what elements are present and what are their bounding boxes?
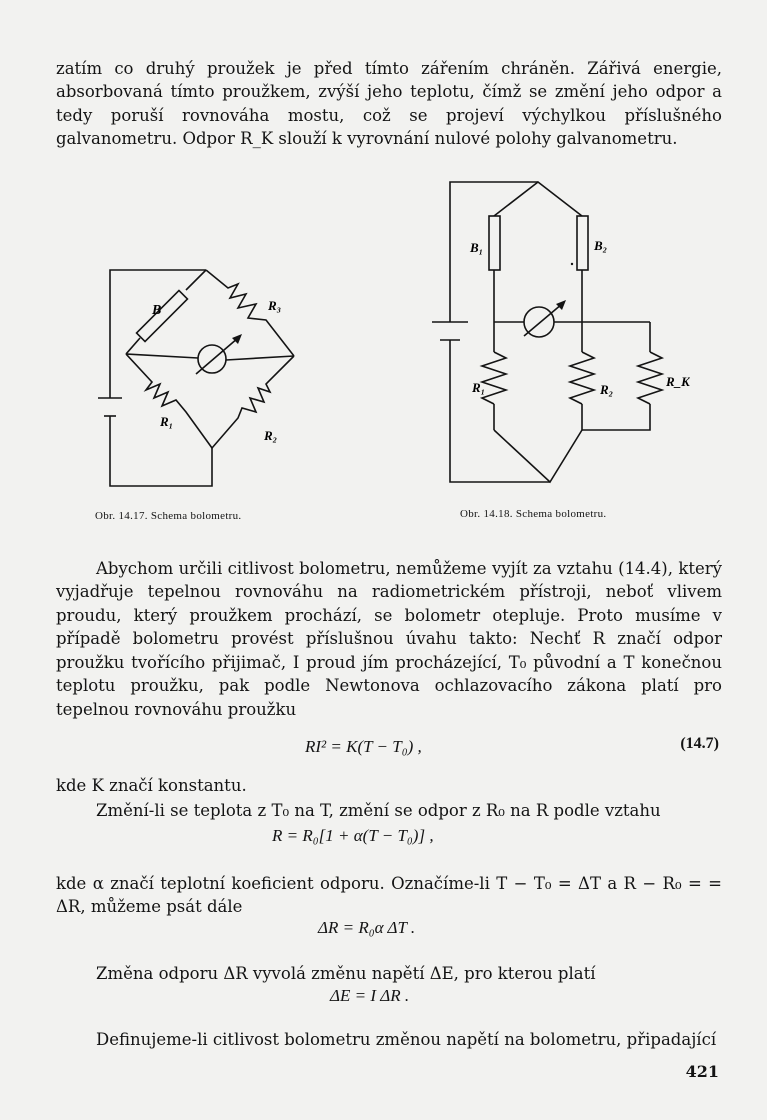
equation-delta-e: ΔE = I ΔR . [330,986,410,1005]
fig17-label-r2: R₂ [264,428,278,443]
fig18-label-rk: R_K [666,374,690,389]
paragraph-sensitivity: Abychom určili citlivost bolometru, nemůžeme vyjít za vztahu (14.4), který vyjadřuje tepelnou rovnováhu na radiometrickém přístroji, neboť vlivem proudu, který proužkem prochází, se bolometr otepluje. Proto musíme v případě bolometru provést příslušnou úvahu takto: Nechť R značí odpor proužku tvořícího přijimač, I proud jím procházející, T₀ původní a T konečnou teplotu proužku, pak podle Newtonova ochlazovacího zákona platí pro tepelnou rovnováhu proužku [56,558,722,719]
fig17-label-r3: R₃ [268,298,282,313]
fig17-label-r1: R₁ [160,414,174,429]
paragraph-coefficient: kde α značí teplotní koeficient odporu. Označíme-li T − T₀ = ΔT a R − R₀ = = ΔR, můžeme psát dále [56,873,722,916]
paragraph-intro: zatím co druhý proužek je před tímto zářením chráněn. Zářivá energie, absorbovaná tímto proužkem, zvýší jeho teplotu, čímž se změní jeho odpor a tedy poruší rovnováha mostu, což se projeví výchylkou příslušného galvanometru. Odpor R_K slouží k vyrovnání nulové polohy galvanometru. [56,58,722,148]
figure-14-18-diagram [420,172,690,492]
fig18-label-r1: R₁ [472,380,486,395]
paragraph-voltage-change: Změna odporu ΔR vyvolá změnu napětí ΔE, pro kterou platí [96,963,596,983]
fig17-label-b: B [152,303,162,318]
equation-resistance: R = R₀[1 + α(T − T₀)] , [272,826,434,845]
equation-delta-r: ΔR = R₀α ΔT . [318,918,416,937]
paragraph-temperature-change: Změní-li se teplota z T₀ na T, změní se odpor z R₀ na R podle vztahu [96,800,661,820]
figure-14-18-caption: Obr. 14.18. Schema bolometru. [460,508,607,520]
fig18-label-b2: B₂ [594,238,608,253]
fig18-label-r2: R₂ [600,382,614,397]
fig18-label-b1: B₁ [470,240,484,255]
figure-14-17-diagram [88,258,318,498]
page-number: 421 [685,1062,719,1081]
equation-number: (14.7) [680,735,719,752]
figure-14-17-caption: Obr. 14.17. Schema bolometru. [95,510,242,522]
paragraph-definition: Definujeme-li citlivost bolometru změnou napětí na bolometru, připadající [96,1029,717,1049]
paragraph-constant: kde K značí konstantu. [56,775,247,795]
equation-14-7: RI² = K(T − T₀) , [305,737,422,756]
